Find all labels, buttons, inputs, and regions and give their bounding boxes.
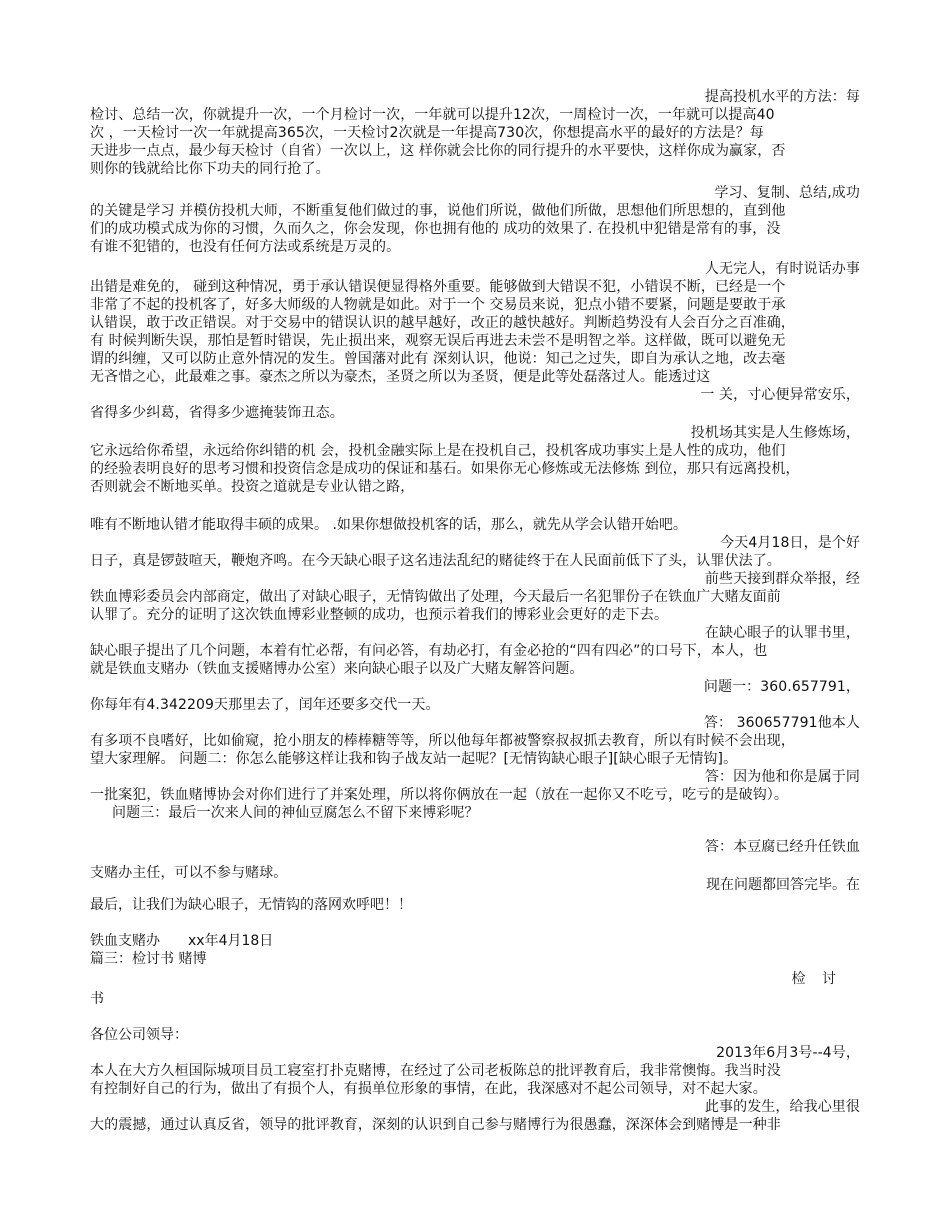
text-line: 出错是难免的， 碰到这种情况，勇于承认错误便显得格外重要。能够做到大错误不犯，小错误不断，已经是一个 (90, 279, 786, 295)
text-line: 2013年6月3号--4号， (716, 1045, 860, 1061)
text-line: 你每年有4.342209天那里去了，闰年还要多交代一天。 (90, 697, 440, 713)
text-line: 人无完人，有时说话办事 (704, 261, 860, 277)
text-line: 大的震撼，通过认真反省，领导的批评教育，深刻的认识到自己参与赌博行为很愚蠢，深深体会到赌博是一种非 (90, 1117, 781, 1133)
text-line: 的关键是学习 并模仿投机大师，不断重复他们做过的事，说他们所说，做他们所做，思想他们所思想的，直到他 (90, 203, 786, 219)
doc-title-part: 书 (90, 991, 104, 1007)
text-line: 认错误，敢于改正错误。对于交易中的错误认识的越早越好，改正的越快越好。判断趋势没有人会百分之百准确， (90, 315, 795, 331)
paragraph-announcement (90, 534, 860, 822)
section-heading: 篇三：检讨书 赌博 (90, 951, 207, 967)
text-line: 认罪了。充分的证明了这次铁血博彩业整顿的成功，也预示着我们的博彩业会更好的走下去。 (90, 607, 669, 623)
text-line: 答：因为他和你是属于同 (704, 769, 860, 785)
text-line: 铁血博彩委员会内部商定，做出了对缺心眼子，无情钩做出了处理，今天最后一名犯罪份子在铁血广大赌友面前 (90, 589, 781, 605)
text-line: 它永远给你希望，永远给你纠错的机 会，投机金融实际上是在投机自己，投机客成功事实上是人性的成功，他们 (90, 443, 786, 459)
text-line: 天进步一点点，最少每天检讨（自省）一次以上，这 样你就会比你的同行提升的水平要快，这样你成为赢家，否 (90, 143, 786, 159)
text-line: 有多项不良嗜好，比如偷窥，抢小朋友的棒棒糖等等，所以他每年都被警察叔叔抓去教育，所以有时候不会出现， (90, 733, 795, 749)
text-line: 前些天接到群众举报，经 (704, 571, 860, 587)
text-line: 投机场其实是人生修炼场， (690, 425, 860, 441)
text-line: 次 ，一天检讨一次一年就提高365次，一天检讨2次就是一年提高730次，你想提高水平的最好的方法是？每 (90, 125, 764, 141)
text-line: 最后，让我们为缺心眼子，无情钩的落网欢呼吧！！ (90, 897, 412, 913)
salutation: 各位公司领导： (90, 1027, 188, 1043)
text-line: 今天4月18日，是个好 (720, 535, 860, 551)
text-line: 问题三：最后一次来人间的神仙豆腐怎么不留下来博彩呢？ (112, 805, 479, 821)
text-line: 本人在大方久桓国际城项目员工寝室打扑克赌博，在经过了公司老板陈总的批评教育后，我非常懊悔。我当时没 (90, 1063, 781, 1079)
text-line: 答：本豆腐已经升任铁血 (704, 839, 860, 855)
text-line: 有控制好自己的行为，做出了有损个人，有损单位形象的事情，在此，我深感对不起公司领导，对不起大家。 (90, 1081, 767, 1097)
text-line: 检讨、总结一次，你就提升一次，一个月检讨一次，一年就可以提升12次，一周检讨一次，一年就可以提高40 (90, 107, 775, 123)
text-line: 问题一：360.657791， (703, 679, 860, 695)
text-line: 们的成功模式成为你的习惯，久而久之，你会发现，你也拥有他的 成功的效果了. 在投机中犯错是常有的事，没 (90, 221, 781, 237)
text-line: 学习、复制、总结,成功 (714, 185, 860, 201)
text-line: 支赌办主任，可以不参与赌球。 (90, 865, 288, 881)
text-line: 谓的纠缠，又可以防止意外情况的发生。曾国藩对此有 深刻认识，他说：知己之过失，即自为承认之地，改去毫 (90, 351, 786, 367)
text-line: 否则就会不断地买单。投资之道就是专业认错之路， (90, 479, 415, 495)
text-line: 望大家理解。 问题二：你怎么能够这样让我和钩子战友站一起呢？[无情钩缺心眼子][缺心眼子无情钩]。 (90, 751, 738, 767)
text-line: 的经验表明良好的思考习惯和投资信念是成功的保证和基石。如果你无心修炼或无法修炼 到位，那只有远离投机， (90, 461, 800, 477)
text-line: 此事的发生，给我心里很 (704, 1099, 860, 1115)
text-line: 一批案犯，铁血赌博协会对你们进行了并案处理，所以将你俩放在一起（放在一起你又不吃亏，吃亏的是破钩）。 (90, 787, 788, 803)
text-line: 缺心眼子提出了几个问题，本着有忙必帮，有问必答，有劫必打，有金必抢的“四有四必”的口号下，本人，也 (90, 643, 768, 659)
text-line: 无吝惜之心，此最难之事。豪杰之所以为豪杰，圣贤之所以为圣贤，便是此等处磊落过人。能透过这 (90, 369, 711, 385)
text-line: 日子，真是锣鼓喧天，鞭炮齐鸣。在今天缺心眼子这名违法乱纪的赌徒终于在人民面前低下了头，认罪伏法了。 (90, 553, 781, 569)
paragraph-cultivation (90, 424, 860, 496)
paragraph-mistakes (90, 260, 860, 422)
signature-date: xx年4月18日 (188, 933, 274, 949)
text-line: 非常了不起的投机客了，好多大师级的人物就是如此。对于一个 交易员来说，犯点小错不要紧，问题是要敢于承 (90, 297, 786, 313)
doc-title-part: 检 讨 (791, 971, 842, 987)
paragraph-learning (90, 184, 860, 256)
text-line: 答： 360657791他本人 (703, 715, 860, 731)
text-line: 提高投机水平的方法：每 (704, 89, 860, 105)
text-line: 现在问题都回答完毕。在 (706, 877, 860, 893)
paragraph-method (90, 88, 860, 178)
text-line: 一 关，寸心便异常安乐， (700, 387, 860, 403)
paragraph-confession (90, 1044, 860, 1134)
text-line: 有 时候判断失误，那怕是暂时错误，先止损出来，观察无误后再进去未尝不是明智之举。这样做，既可以避免无 (90, 333, 786, 349)
text-line: 则你的钱就给比你下功夫的同行抢了。 (90, 161, 330, 177)
signature-org: 铁血支赌办 (90, 933, 160, 949)
text-line: 有谁不犯错的，也没有任何方法或系统是万灵的。 (90, 239, 401, 255)
text-line: 就是铁血支赌办（铁血支援赌博办公室）来向缺心眼子以及广大赌友解答问题。 (90, 661, 584, 677)
text-line: 省得多少纠葛，省得多少遮掩装饰丑态。 (90, 405, 344, 421)
text-line: 唯有不断地认错才能取得丰硕的成果。 .如果你想做投机客的话，那么，就先从学会认错开始吧。 (90, 517, 687, 533)
text-line: 在缺心眼子的认罪书里， (704, 625, 860, 641)
